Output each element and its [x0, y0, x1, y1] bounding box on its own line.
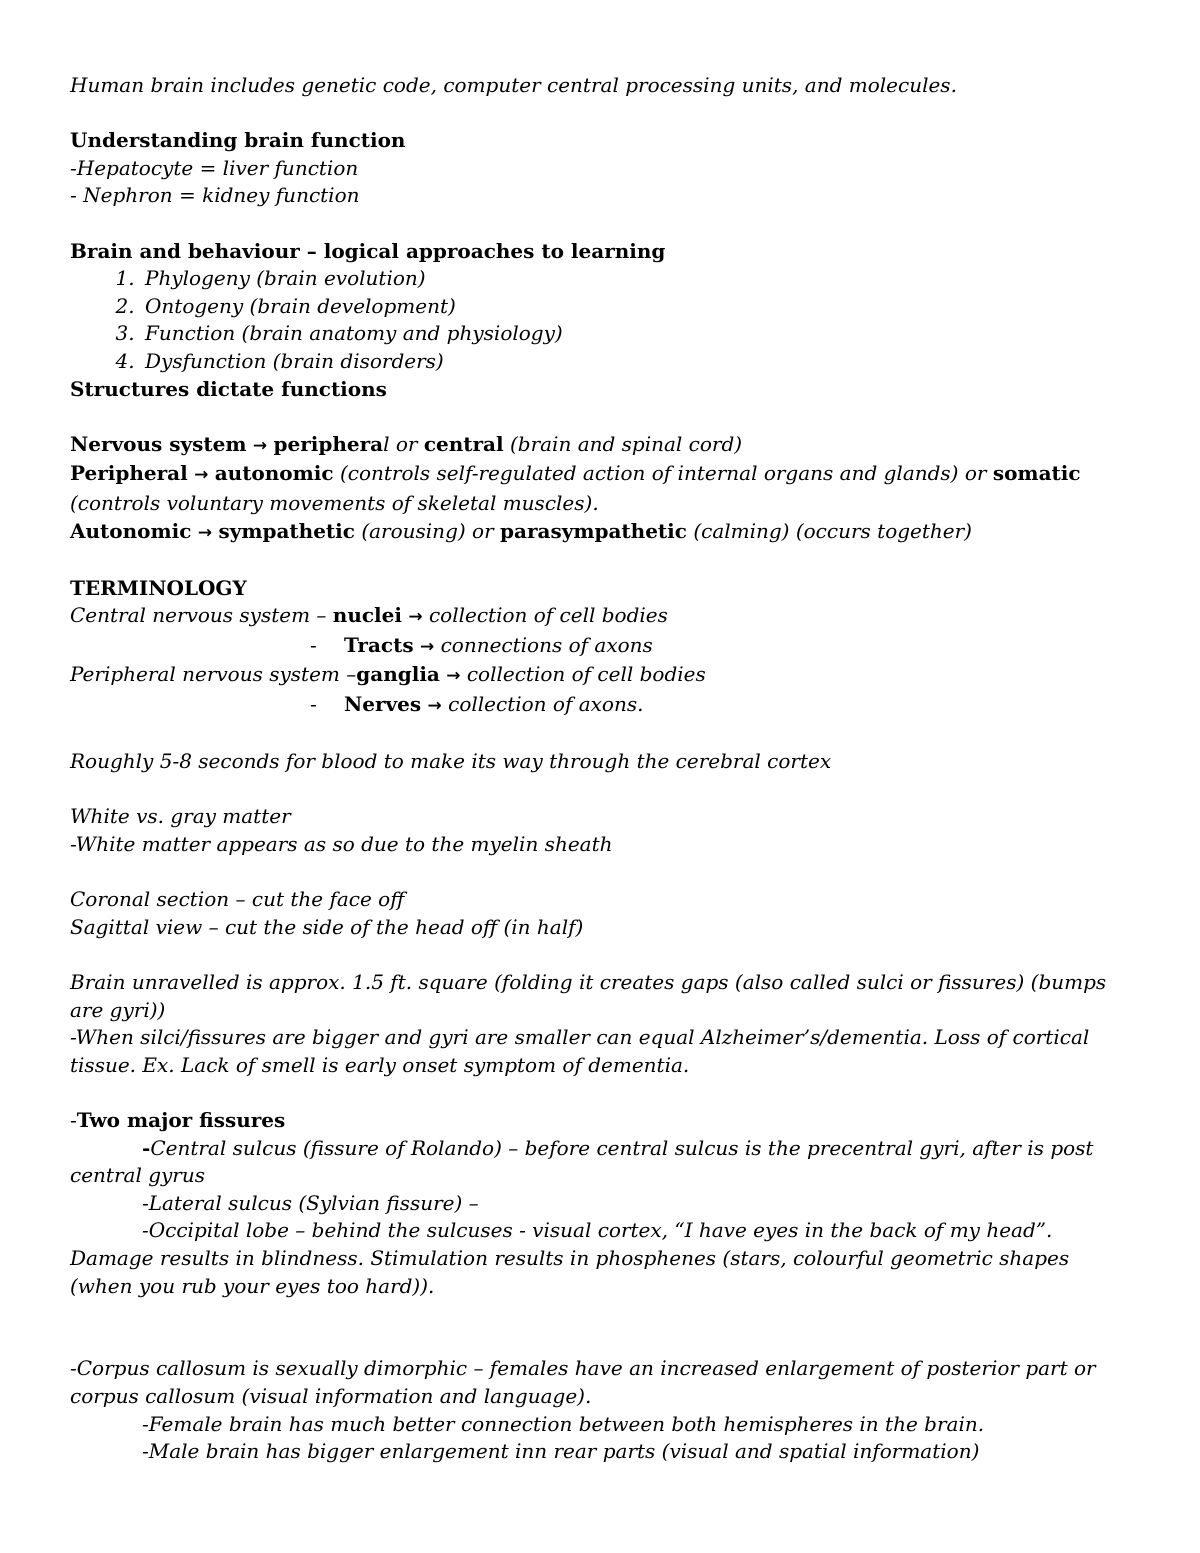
spacer: [70, 547, 1130, 575]
document-page: [70, 72, 1130, 1466]
pns-line: [70, 661, 1130, 691]
matter-note: -White matter appears as so due to the myelin sheath: [70, 832, 613, 857]
arrow-right-icon: →: [194, 465, 209, 486]
corpus-paragraph: -Corpus callosum is sexually dimorphic – females have an increased enlargement of posterior part or corpus callosum (visual information and language).: [70, 1356, 1096, 1408]
term: periphera: [273, 431, 384, 456]
text: Central nervous system –: [70, 603, 327, 628]
arrow-right-icon: →: [408, 607, 423, 628]
spacer: [70, 1328, 1130, 1356]
term: ganglia: [356, 662, 440, 687]
nervous-system-line: [70, 431, 1130, 461]
arrow-right-icon: →: [252, 435, 268, 456]
text: l or: [383, 431, 418, 456]
term: autonomic: [214, 461, 334, 486]
lateral-sulcus-line: -Lateral sulcus (Sylvian fissure) –: [142, 1190, 479, 1215]
tracts-line: [70, 632, 1130, 662]
list-item: 4. Dysfunction (brain disorders): [141, 348, 1130, 376]
autonomic-line: [70, 518, 1130, 548]
list-item: 2. Ontogeny (brain development): [141, 293, 1130, 321]
term: central: [423, 431, 504, 456]
nerves-line: [70, 691, 1130, 721]
alzheimers-paragraph: -When silci/fissures are bigger and gyri are smaller can equal Alzheimer’s/dementia. Loss of cortical tissue. Ex. Lack of smell is early onset symptom of dementia.: [70, 1025, 1090, 1077]
term: Tracts: [344, 632, 414, 657]
sagittal-line: Sagittal view – cut the side of the head off (in half): [70, 914, 584, 939]
text: connections of axons: [440, 632, 653, 657]
term: Nerves: [344, 692, 422, 717]
male-line: -Male brain has bigger enlargement inn rear parts (visual and spatial information): [142, 1439, 980, 1464]
central-sulcus-paragraph: [70, 1135, 1130, 1190]
terminology-heading: TERMINOLOGY: [70, 575, 247, 600]
term: Autonomic: [70, 518, 192, 543]
spacer: [70, 210, 1130, 238]
text: (brain and spinal cord): [509, 431, 743, 456]
text: Central sulcus (fissure of Rolando) – before central sulcus is the precentral gyri, after is post central gyrus: [70, 1135, 1094, 1188]
dash: -: [310, 692, 317, 717]
spacer: [70, 100, 1130, 128]
text: (controls voluntary movements of skeletal muscles).: [70, 490, 599, 515]
text: (controls self-regulated action of internal organs and glands) or: [339, 461, 987, 486]
dash: -: [142, 1135, 151, 1160]
arrow-right-icon: →: [427, 696, 442, 717]
spacer: [70, 776, 1130, 804]
fissures-heading: [70, 1107, 1130, 1135]
term: sympathetic: [218, 518, 355, 543]
structures-heading: Structures dictate functions: [70, 376, 387, 401]
text: (arousing) or: [361, 518, 494, 543]
text: collection of cell bodies: [466, 662, 706, 687]
arrow-right-icon: →: [419, 636, 435, 657]
understanding-item: -Hepatocyte = liver function: [70, 155, 359, 180]
list-item: 1. Phylogeny (brain evolution): [141, 265, 1130, 293]
term: nuclei: [332, 603, 402, 628]
term: Two major fissures: [76, 1107, 286, 1132]
dash: -: [310, 632, 317, 657]
text: (calming) (occurs together): [693, 518, 972, 543]
list-item: 3. Function (brain anatomy and physiology): [141, 320, 1130, 348]
spacer: [70, 403, 1130, 431]
female-line: -Female brain has much better connection between both hemispheres in the brain.: [142, 1411, 985, 1436]
term: Nervous system: [70, 431, 247, 456]
spacer: [70, 721, 1130, 749]
dash: -: [70, 1107, 77, 1132]
occipital-paragraph: -Occipital lobe – behind the sulcuses - visual cortex, “I have eyes in the back of my head”. Damage results in blindness. Stimulation results in phosphenes (stars, colourful geometric shapes (when you rub your eyes too hard)).: [70, 1218, 1070, 1298]
text: Peripheral nervous system –: [70, 662, 357, 687]
matter-title: White vs. gray matter: [70, 804, 291, 829]
approaches-list: [70, 265, 1130, 375]
text: collection of cell bodies: [428, 603, 668, 628]
text: collection of axons.: [448, 692, 644, 717]
cns-line: [70, 602, 1130, 632]
term: parasympathetic: [500, 518, 687, 543]
term: somatic: [992, 461, 1081, 486]
unravelled-paragraph: Brain unravelled is approx. 1.5 ft. square (folding it creates gaps (also called sulci or fissures) (bumps are gyri)): [70, 970, 1107, 1022]
intro-line: Human brain includes genetic code, computer central processing units, and molecules.: [70, 73, 957, 97]
spacer: [70, 1079, 1130, 1107]
arrow-right-icon: →: [446, 666, 461, 687]
spacer: [70, 1300, 1130, 1328]
understanding-item: - Nephron = kidney function: [70, 183, 360, 208]
blood-line: Roughly 5-8 seconds for blood to make its way through the cerebral cortex: [70, 749, 832, 774]
behaviour-heading: Brain and behaviour – logical approaches to learning: [70, 238, 666, 263]
peripheral-line: [70, 460, 1130, 517]
coronal-line: Coronal section – cut the face off: [70, 887, 405, 912]
spacer: [70, 941, 1130, 969]
understanding-heading: Understanding brain function: [70, 128, 406, 153]
arrow-right-icon: →: [197, 522, 213, 543]
spacer: [70, 859, 1130, 887]
term: Peripheral: [70, 461, 188, 486]
